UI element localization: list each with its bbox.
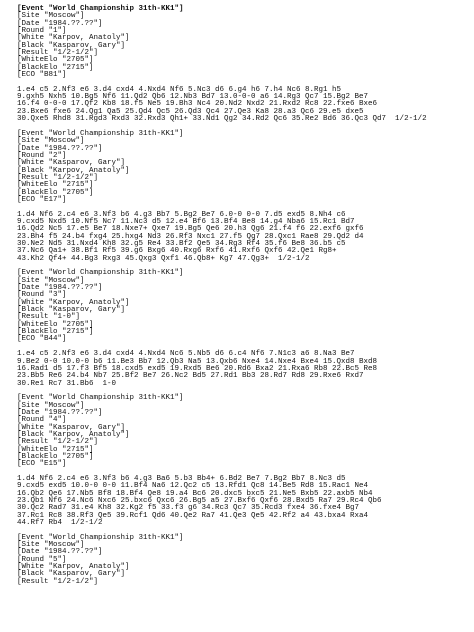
move-text bbox=[17, 212, 464, 263]
black-tag: [Black "Kasparov, Gary"] bbox=[17, 306, 126, 315]
event-tag: [Event "World Championship 31th-KK1"] bbox=[17, 129, 184, 138]
black-tag: [Black "Karpov, Anatoly"] bbox=[17, 166, 130, 175]
move-line: 23.Bxe6 fxe6 24.Qg1 Qa5 25.Qd4 Qc5 26.Qd3 Qc4 27.Qe3 Ka8 28.a3 Qc6 29.e5 dxe5 bbox=[17, 107, 364, 116]
eco-tag: [ECO "B44"] bbox=[17, 335, 67, 344]
black-elo-tag: [BlackElo "2705"] bbox=[17, 452, 94, 461]
black-tag: [Black "Karpov, Anatoly"] bbox=[17, 430, 130, 439]
white-tag: [White "Karpov, Anatoly"] bbox=[17, 298, 130, 307]
move-line: 37.Nc6 Qa1+ 38.Bf1 Rf5 39.g6 Bxg6 40.Rxg6 Rxf6 41.Rxf6 Qxf6 42.Qe1 Rg8+ bbox=[17, 247, 337, 256]
move-line: 1.e4 c5 2.Nf3 e6 3.d4 cxd4 4.Nxd4 Nc6 5.Nb5 d6 6.c4 Nf6 7.N1c3 a6 8.Na3 Be7 bbox=[17, 350, 355, 359]
round-tag: [Round "4"] bbox=[17, 416, 67, 425]
site-tag: [Site "Moscow"] bbox=[17, 401, 85, 410]
date-tag: [Date "1984.??.??"] bbox=[17, 284, 103, 293]
result-tag: [Result "1/2-1/2"] bbox=[17, 49, 99, 58]
white-elo-tag: [WhiteElo "2705"] bbox=[17, 56, 94, 65]
move-text bbox=[17, 87, 464, 124]
move-line: 44.Rf7 Rb4 1/2-1/2 bbox=[17, 519, 103, 528]
white-elo-tag: [WhiteElo "2715"] bbox=[17, 181, 94, 190]
move-line: 23.Bb5 Re6 24.b4 Nb7 25.Bf2 Be7 26.Nc2 Bd5 27.Rd1 Bb3 28.Rd7 Rd8 29.Rxe6 Rxd7 bbox=[17, 372, 364, 381]
date-tag: [Date "1984.??.??"] bbox=[17, 19, 103, 28]
white-tag: [White "Kasparov, Gary"] bbox=[17, 159, 126, 168]
round-tag: [Round "3"] bbox=[17, 291, 67, 300]
result-tag: [Result "1/2-1/2"] bbox=[17, 577, 99, 586]
move-line: 30.Ne2 Nd5 31.Nxd4 Kh8 32.g5 Re4 33.Bf2 Qe5 34.Rg3 Rf4 35.f6 Be8 36.b5 c5 bbox=[17, 240, 346, 248]
black-tag: [Black "Kasparov, Gary"] bbox=[17, 570, 126, 579]
round-tag: [Round "2"] bbox=[17, 151, 67, 160]
black-elo-tag: [BlackElo "2715"] bbox=[17, 63, 94, 72]
black-elo-tag: [BlackElo "2715"] bbox=[17, 328, 94, 337]
result-tag: [Result "1/2-1/2"] bbox=[17, 438, 99, 447]
event-tag: [Event "World Championship 31th-KK1"] bbox=[17, 5, 184, 13]
site-tag: [Site "Moscow"] bbox=[17, 12, 85, 21]
game-record bbox=[17, 6, 464, 124]
game-record bbox=[17, 270, 464, 388]
move-line: 1.d4 Nf6 2.c4 e6 3.Nf3 b6 4.g3 Bb7 5.Bg2 Be7 6.0-0 0-0 7.d5 exd5 8.Nh4 c6 bbox=[17, 210, 346, 219]
site-tag: [Site "Moscow"] bbox=[17, 276, 85, 285]
eco-tag: [ECO "E17"] bbox=[17, 195, 67, 204]
move-line: 9.cxd5 Nxd5 10.Nf5 Nc7 11.Nc3 d5 12.e4 Bf6 13.Bf4 Be8 14.g4 Nba6 15.Rc1 Bd7 bbox=[17, 217, 355, 226]
move-line: 16.Qd2 Nc5 17.e5 Be7 18.Nxe7+ Qxe7 19.Bg5 Qe6 20.h3 Qg6 21.f4 f6 22.exf6 gxf6 bbox=[17, 225, 364, 234]
move-text bbox=[17, 476, 464, 527]
round-tag: [Round "1"] bbox=[17, 27, 67, 36]
date-tag: [Date "1984.??.??"] bbox=[17, 548, 103, 557]
date-tag: [Date "1984.??.??"] bbox=[17, 144, 103, 153]
game-record bbox=[17, 131, 464, 263]
site-tag: [Site "Moscow"] bbox=[17, 541, 85, 550]
move-line: 30.Qc2 Rad7 31.e4 Kh8 32.Kg2 f5 33.f3 g6 34.Rc3 Qc7 35.Rcd3 fxe4 36.fxe4 Bg7 bbox=[17, 504, 360, 513]
move-line: 30.Re1 Rc7 31.Bb6 1-0 bbox=[17, 379, 117, 388]
move-line: 1.e4 c5 2.Nf3 e6 3.d4 cxd4 4.Nxd4 Nf6 5.Nc3 d6 6.g4 h6 7.h4 Nc6 8.Rg1 h5 bbox=[17, 85, 342, 94]
move-line: 37.Rc1 Rc8 38.Rf3 Qe5 39.Rcf1 Qd6 40.Qe2 Ra7 41.Qe3 Qe5 42.Rf2 a4 43.bxa4 Rxa4 bbox=[17, 511, 369, 520]
black-tag: [Black "Kasparov, Gary"] bbox=[17, 41, 126, 50]
game-record bbox=[17, 535, 464, 586]
eco-tag: [ECO "B81"] bbox=[17, 71, 67, 80]
move-line: 9.cxd5 exd5 10.0-0 0-0 11.Bf4 Na6 12.Qc2 c5 13.Rfd1 Qc8 14.Be5 Rd8 15.Rac1 Ne4 bbox=[17, 482, 369, 491]
date-tag: [Date "1984.??.??"] bbox=[17, 408, 103, 417]
move-line: 9.gxh5 Nxh5 10.Bg5 Nf6 11.Qd2 Qb6 12.Nb3 Bd7 13.0-0-0 a6 14.Rg3 Qc7 15.Bg2 Be7 bbox=[17, 93, 369, 102]
game-record bbox=[17, 395, 464, 527]
white-elo-tag: [WhiteElo "2705"] bbox=[17, 320, 94, 329]
move-line: 23.Bh4 f5 24.b4 fxg4 25.hxg4 Nd3 26.Rf3 Nxc1 27.f5 Qg7 28.Qxc1 Rae8 29.Qd2 d4 bbox=[17, 232, 364, 241]
event-tag: [Event "World Championship 31th-KK1"] bbox=[17, 394, 184, 403]
move-line: 16.Qb2 Qe6 17.Nb5 Bf8 18.Bf4 Qe8 19.a4 Bc6 20.dxc5 bxc5 21.Ne5 Bxb5 22.axb5 Nb4 bbox=[17, 489, 373, 498]
result-tag: [Result "1/2-1/2"] bbox=[17, 173, 99, 182]
site-tag: [Site "Moscow"] bbox=[17, 137, 85, 146]
white-tag: [White "Kasparov, Gary"] bbox=[17, 423, 126, 432]
move-line: 23.Qb1 Nf6 24.Nc6 Nxc6 25.bxc6 Qxc6 26.Bg5 a5 27.Bxf6 Qxf6 28.Bxd5 Ra7 29.Rc4 Qb6 bbox=[17, 497, 382, 506]
result-tag: [Result "1-0"] bbox=[17, 313, 81, 322]
event-tag: [Event "World Championship 31th-KK1"] bbox=[17, 533, 184, 542]
event-tag: [Event "World Championship 31th-KK1"] bbox=[17, 269, 184, 278]
round-tag: [Round "5"] bbox=[17, 555, 67, 564]
move-line: 9.Be2 0-0 10.0-0 b6 11.Be3 Bb7 12.Qb3 Na5 13.Qxb6 Nxe4 14.Nxe4 Bxe4 15.Qxd8 Bxd8 bbox=[17, 357, 378, 366]
white-elo-tag: [WhiteElo "2715"] bbox=[17, 445, 94, 454]
move-line: 16.f4 0-0-0 17.Qf2 Kb8 18.f5 Ne5 19.Bh3 Nc4 20.Nd2 Nxd2 21.Rxd2 Rc8 22.fxe6 Bxe6 bbox=[17, 100, 378, 109]
move-line: 1.d4 Nf6 2.c4 e6 3.Nf3 b6 4.g3 Ba6 5.b3 Bb4+ 6.Bd2 Be7 7.Bg2 Bb7 8.Nc3 d5 bbox=[17, 475, 346, 483]
eco-tag: [ECO "E15"] bbox=[17, 460, 67, 469]
move-text bbox=[17, 351, 464, 388]
white-tag: [White "Karpov, Anatoly"] bbox=[17, 34, 130, 43]
move-line: 30.Qxe5 Rhd8 31.Rgd3 Rxd3 32.Rxd3 Qh1+ 33.Nd1 Qg2 34.Rd2 Qc6 35.Re2 Bd6 36.Qc3 Qd7 1/2-1/2 bbox=[17, 115, 427, 124]
white-tag: [White "Karpov, Anatoly"] bbox=[17, 563, 130, 572]
move-line: 43.Kh2 Qf4+ 44.Bg3 Rxg3 45.Qxg3 Qxf1 46.Qb8+ Kg7 47.Qg3+ 1/2-1/2 bbox=[17, 254, 310, 263]
black-elo-tag: [BlackElo "2705"] bbox=[17, 188, 94, 197]
move-line: 16.Rad1 d5 17.f3 Bf5 18.cxd5 exd5 19.Rxd5 Be6 20.Rd6 Bxa2 21.Rxa6 Rb8 22.Bc5 Re8 bbox=[17, 364, 378, 373]
